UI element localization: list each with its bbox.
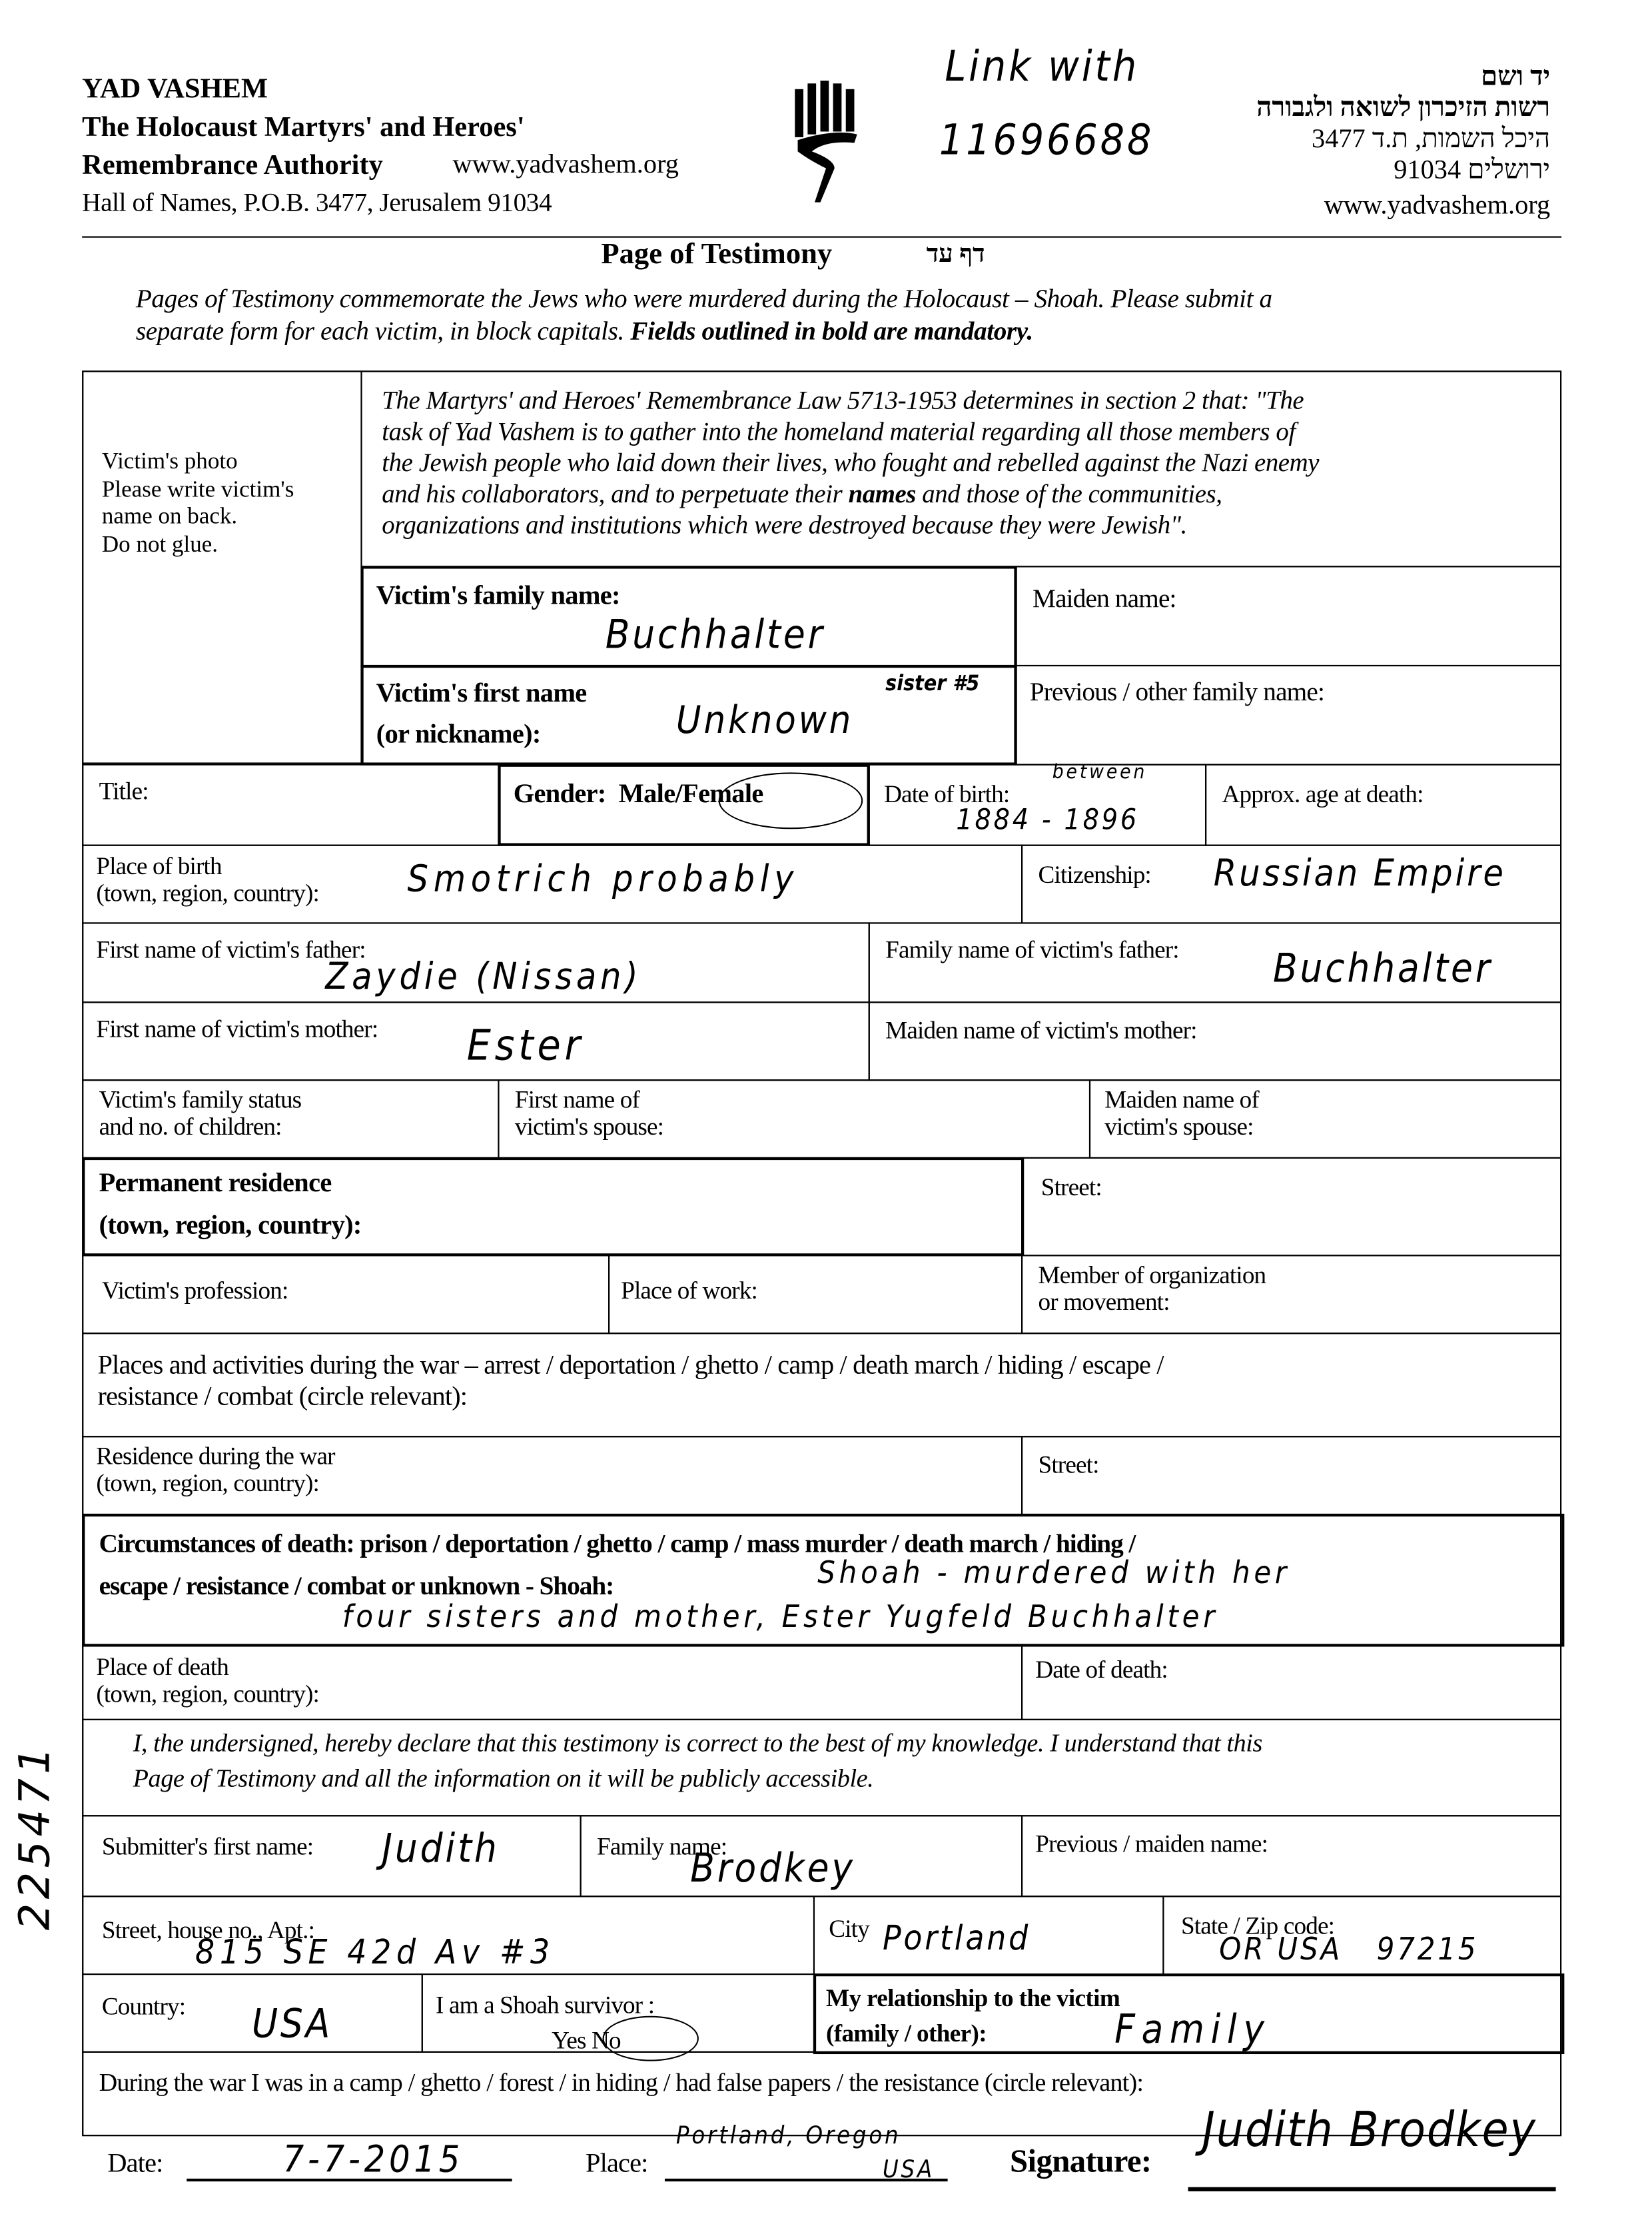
photo-instruction-line: Do not glue. (101, 530, 218, 557)
photo-instruction-line: Please write victim's (101, 474, 294, 502)
law-text-part: and those of the communities, (916, 479, 1222, 508)
mandatory-note: Fields outlined in bold are mandatory. (630, 318, 1033, 347)
date-of-death-label: Date of death: (1035, 1655, 1168, 1684)
photo-instructions (102, 447, 294, 558)
yad-vashem-logo-icon (792, 78, 865, 205)
label-line: Maiden name of (1104, 1085, 1259, 1114)
citizenship-label: Citizenship: (1038, 859, 1151, 889)
declaration-line: I, the undersigned, hereby declare that this testimony is correct to the best of my knowledge. I understand that this (133, 1728, 1262, 1758)
org-line-3: Remembrance Authority (82, 150, 383, 181)
submitter-first-name-value: Judith (382, 1825, 500, 1872)
signature: Judith Brodkey (1202, 2102, 1537, 2159)
permanent-residence-label-2: (town, region, country): (99, 1211, 362, 1241)
hebrew-org-line-3: היכל השמות, ת.ד 3477 (1312, 124, 1551, 155)
circumstances-value-2: four sisters and mother, Ester Yugfeld Buchhalter (342, 1600, 1219, 1636)
form-title: Page of Testimony (601, 236, 833, 271)
first-name-note: sister #5 (885, 670, 980, 696)
submitter-war-status-label: During the war I was in a camp / ghetto / forest / in hiding / had false papers / the resistance (circle relevant): (99, 2068, 1144, 2097)
law-text-bold: names (848, 479, 917, 508)
date-label: Date: (107, 2149, 163, 2179)
intro-text: separate form for each victim, in block capitals. (135, 318, 631, 347)
signature-label: Signature: (1010, 2143, 1152, 2179)
label-line: victim's spouse: (1104, 1111, 1254, 1141)
hebrew-header (1256, 62, 1550, 187)
survivor-label: I am a Shoah survivor : (435, 1990, 655, 2019)
place-value-1: Portland, Oregon (675, 2121, 901, 2151)
mother-first-name-value: Ester (466, 1021, 584, 1071)
law-text (382, 385, 1319, 541)
mother-maiden-name-label: Maiden name of victim's mother: (885, 1015, 1197, 1044)
war-street-field[interactable] (1021, 1436, 1561, 1515)
photo-instruction-line: name on back. (101, 502, 238, 530)
circumstances-label-2: escape / resistance / combat or unknown - Shoah: (99, 1573, 614, 1602)
label-line: and no. of children: (99, 1111, 282, 1141)
submitter-country-value: USA (251, 2000, 333, 2047)
label-line: Victim's family status (99, 1085, 302, 1114)
approx-age-label: Approx. age at death: (1222, 779, 1424, 808)
submitter-street-label: Street, house no., Apt.: (101, 1915, 315, 1944)
place-value-2: USA (882, 2155, 935, 2185)
gender-separator: / (675, 779, 683, 810)
handwritten-link-id: 11696688 (939, 116, 1154, 166)
gender-selected-circle (719, 772, 863, 829)
submitter-city-value: Portland (882, 1918, 1031, 1958)
war-street-label: Street: (1038, 1450, 1099, 1478)
submitter-city-label: City (829, 1914, 869, 1943)
org-address: Hall of Names, P.O.B. 3477, Jerusalem 91034 (82, 189, 552, 218)
relationship-label: My relationship to the victim (826, 1983, 1120, 2012)
label-line: (town, region, country): (96, 1468, 320, 1497)
maiden-name-label: Maiden name: (1032, 586, 1176, 614)
label-line: victim's spouse: (514, 1111, 664, 1141)
gender-option-female[interactable]: Female (682, 779, 763, 810)
label-line: (town, region, country): (96, 1679, 320, 1708)
hebrew-org-line-2: רשות הזיכרון לשואה ולגבורה (1256, 93, 1551, 123)
intro-line-2 (136, 317, 1033, 350)
street-field[interactable] (1021, 1157, 1561, 1257)
submitter-first-name-label: Submitter's first name: (101, 1832, 314, 1861)
label-line: Place of death (96, 1652, 228, 1681)
org-line-2: The Holocaust Martyrs' and Heroes' (82, 111, 525, 143)
label-line: or movement: (1038, 1287, 1170, 1316)
label-line: Residence during the war (96, 1441, 335, 1470)
label-line: Place of birth (96, 851, 222, 880)
first-name-label: Victim's first name (376, 679, 587, 709)
relationship-label-2: (family / other): (826, 2018, 987, 2047)
label-line: Member of organization (1038, 1260, 1266, 1289)
spouse-first-name-label (515, 1087, 663, 1141)
submitter-street-value: 815 SE 42d Av #3 (195, 1932, 555, 1972)
title-label: Title: (99, 776, 149, 806)
circumstances-label: Circumstances of death: prison / deportation / ghetto / camp / mass murder / death march / hiding / (99, 1530, 1136, 1559)
intro-line-1: Pages of Testimony commemorate the Jews who were murdered during the Holocaust – Shoah. Please submit a (135, 285, 1272, 314)
place-label: Place: (586, 2149, 648, 2179)
law-text-part: and his collaborators, and to perpetuate their (382, 479, 849, 508)
date-value: 7-7-2015 (282, 2139, 464, 2182)
hebrew-org-line-4: ירושלים 91034 (1394, 155, 1551, 186)
survivor-option-yes[interactable]: Yes (552, 2025, 586, 2055)
profession-label: Victim's profession: (101, 1276, 288, 1305)
gender-label-text: Gender: (513, 779, 606, 810)
war-activities-label (98, 1351, 1164, 1413)
website-link[interactable]: www.yadvashem.org (452, 150, 679, 180)
label-line: resistance / combat (circle relevant): (97, 1382, 468, 1412)
survivor-option-no[interactable]: No (592, 2025, 621, 2055)
handwritten-link-note: Link with (945, 42, 1140, 93)
place-of-birth-value: Smotrich probably (407, 858, 799, 901)
family-status-label (99, 1087, 302, 1141)
citizenship-value: Russian Empire (1213, 853, 1506, 896)
label-line: First name of (514, 1085, 639, 1114)
law-text-line: The Martyrs' and Heroes' Remembrance Law 5713-1953 determines in section 2 that: "The (382, 386, 1304, 415)
dob-note: between (1052, 761, 1148, 784)
photo-box[interactable] (82, 370, 362, 764)
father-family-name-value: Buchhalter (1272, 945, 1493, 992)
father-family-name-label: Family name of victim's father: (885, 935, 1179, 963)
dob-value: 1884 - 1896 (956, 802, 1140, 836)
submitter-family-name-label: Family name: (597, 1832, 727, 1861)
war-residence-label (96, 1443, 334, 1497)
place-of-birth-label (96, 853, 319, 907)
submitter-country-label: Country: (101, 1991, 186, 2021)
street-label: Street: (1040, 1173, 1102, 1201)
law-text-line: the Jewish people who laid down their lives, who fought and rebelled against the Nazi enemy (382, 448, 1320, 477)
submitter-previous-name-label: Previous / maiden name: (1035, 1829, 1268, 1858)
dob-label: Date of birth: (884, 779, 1010, 808)
previous-name-label: Previous / other family name: (1029, 679, 1325, 708)
form-title-hebrew: דף עד (926, 239, 985, 268)
first-name-value: Unknown (675, 698, 854, 743)
submitter-state-zip-label: State / Zip code: (1180, 1911, 1335, 1940)
label-line: Places and activities during the war – arrest / deportation / ghetto / camp / death march / hiding / escape / (97, 1351, 1164, 1381)
org-name: YAD VASHEM (82, 73, 268, 105)
submitter-family-name-value: Brodkey (690, 1844, 855, 1892)
maiden-name-field[interactable] (1016, 566, 1562, 666)
mother-first-name-label: First name of victim's mother: (96, 1014, 378, 1043)
law-text-line: organizations and institutions which were destroyed because they were Jewish". (382, 510, 1187, 539)
photo-instruction-line: Victim's photo (101, 446, 238, 474)
signature-line[interactable] (1188, 2187, 1556, 2191)
law-text-line (382, 478, 1319, 510)
place-of-death-label (96, 1654, 319, 1708)
place-of-work-label: Place of work: (621, 1276, 757, 1305)
law-text-line: task of Yad Vashem is to gather into the homeland material regarding all those members of (382, 417, 1296, 446)
side-reference-number: 225471 (10, 1742, 61, 1931)
permanent-residence-label: Permanent residence (99, 1168, 332, 1199)
father-first-name-value: Zaydie (Nissan) (325, 956, 642, 999)
declaration-line: Page of Testimony and all the information on it will be publicly accessible. (133, 1764, 874, 1793)
spouse-maiden-name-label (1104, 1087, 1259, 1141)
relationship-value: Family (1114, 2005, 1271, 2053)
declaration-text (133, 1726, 1262, 1796)
label-line: (town, region, country): (96, 878, 320, 907)
first-name-label-2: (or nickname): (376, 720, 541, 750)
submitter-state-zip-value: OR USA 97215 (1219, 1932, 1479, 1968)
hebrew-website-link[interactable]: www.yadvashem.org (1324, 191, 1551, 221)
circumstances-value-1: Shoah - murdered with her (817, 1556, 1290, 1592)
father-first-name-label: First name of victim's father: (96, 935, 366, 963)
hebrew-org-name: יד ושם (1480, 62, 1551, 93)
family-name-label: Victim's family name: (376, 581, 620, 612)
family-name-value: Buchhalter (605, 611, 825, 658)
gender-option-male[interactable]: Male (618, 779, 675, 810)
member-org-label (1038, 1262, 1266, 1316)
